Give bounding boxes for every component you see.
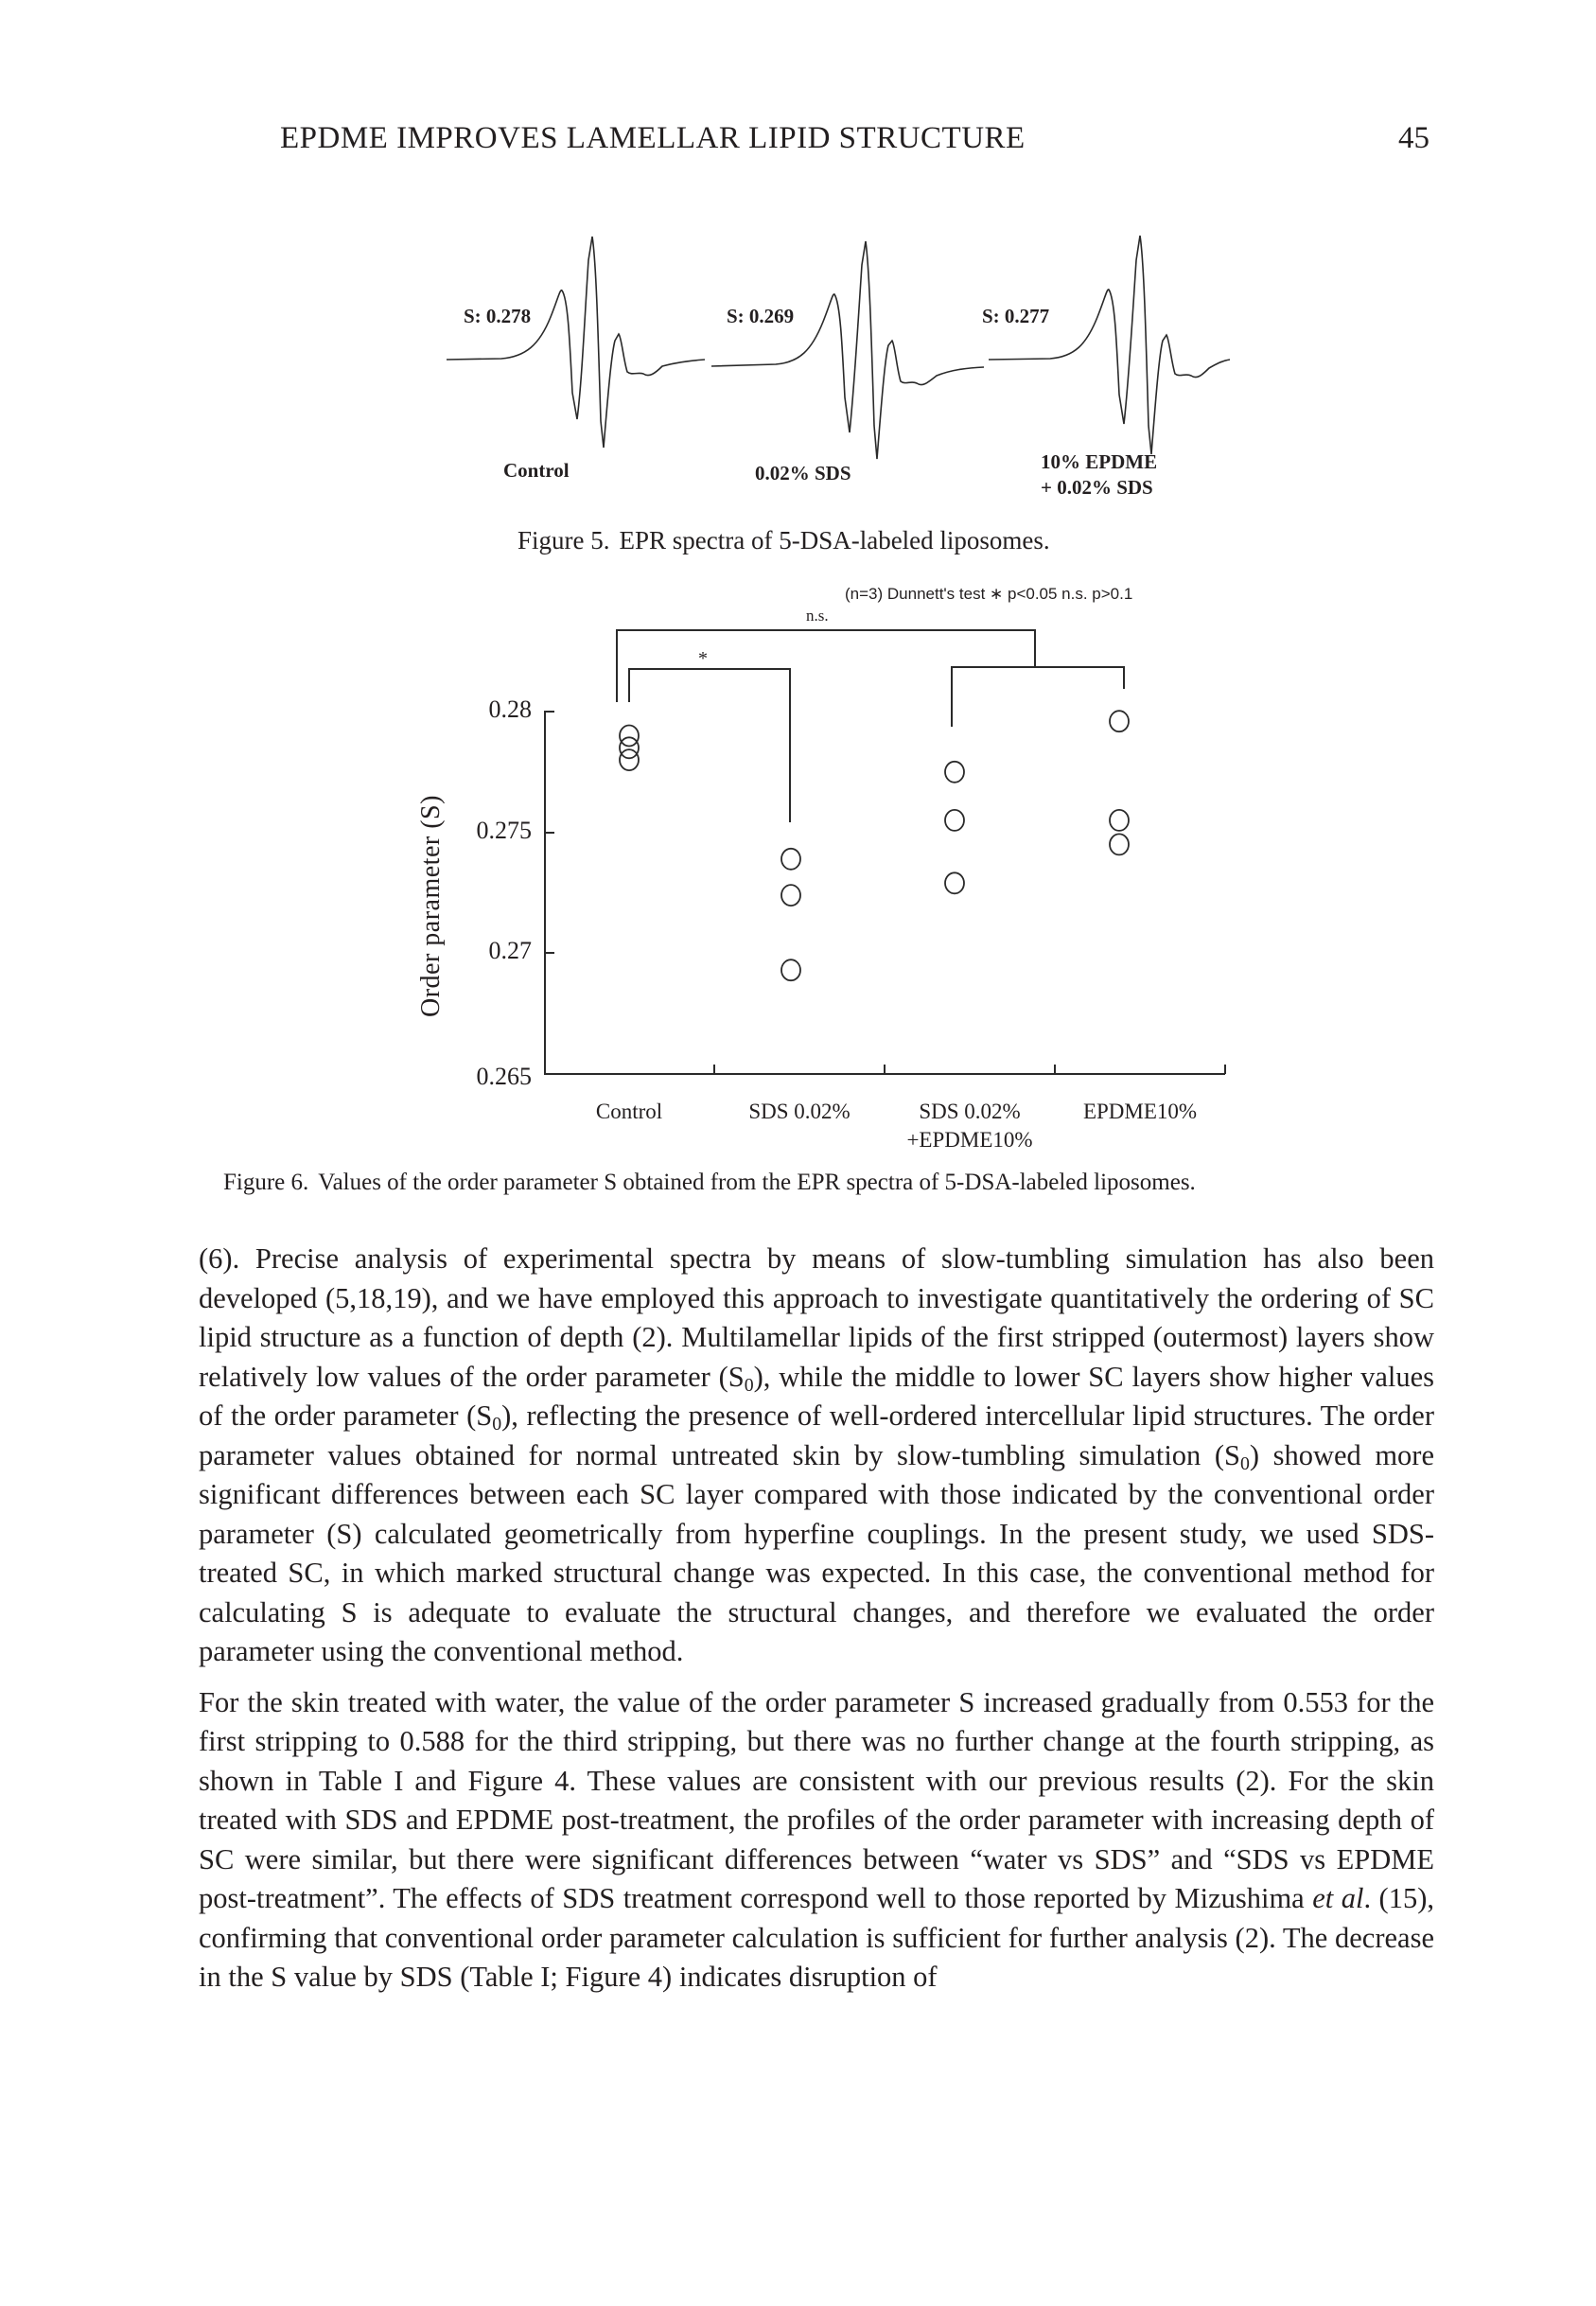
data-point-open-circle: [945, 762, 964, 783]
data-point-open-circle: [620, 737, 639, 758]
data-point-open-circle: [620, 749, 639, 770]
figure-6-legend: (n=3) Dunnett's test ∗ p<0.05 n.s. p>0.1: [845, 585, 1133, 603]
data-point-open-circle: [1110, 711, 1129, 731]
y-tick-label: 0.275: [476, 817, 532, 844]
body-paragraph: For the skin treated with water, the value of the order parameter S increased gradually from 0.553 for the first stripping to 0.588 for the third stripping, but there was no further change at the fourth stripping, as shown in Table I and Figure 4. These values are consistent with our previous results (2). For the skin treated with SDS and EPDME post-treatment, the profiles of the order parameter with increasing depth of SC were similar, but there were significant differences between “water vs SDS” and “SDS vs EPDME post-treatment”. The effects of SDS treatment correspond well to those reported by Mizushima et al. (15), confirming that conventional order parameter calculation is sufficient for further analysis (2). The decrease in the S value by SDS (Table I; Figure 4) indicates disruption of: [199, 1685, 1434, 1993]
data-point-open-circle: [945, 872, 964, 893]
data-point-open-circle: [945, 810, 964, 831]
data-point-open-circle: [1110, 834, 1129, 854]
x-category-label: EPDME10%: [1082, 1100, 1198, 1123]
x-category-label-line2: +EPDME10%: [906, 1128, 1033, 1152]
figure-6-plot: [0, 0, 1596, 1135]
spectrum-s-label: S: 0.277: [982, 305, 1050, 327]
data-point-open-circle: [781, 959, 800, 980]
figure-6-caption: [223, 1170, 1196, 1196]
page-number: 45: [1398, 121, 1429, 155]
y-axis-label: Order parameter (S): [416, 795, 446, 1017]
figure-5-caption-label: Figure 5.: [517, 526, 610, 554]
bracket-epdme-groups: [952, 667, 1124, 727]
figure-6-caption-label: Figure 6.: [223, 1170, 309, 1195]
spectrum-condition-label: Control: [503, 459, 570, 482]
running-title: EPDME IMPROVES LAMELLAR LIPID STRUCTURE: [280, 121, 1026, 155]
y-tick-label: 0.265: [476, 1063, 532, 1090]
spectrum-condition-label: 0.02% SDS: [755, 462, 851, 484]
body-paragraph: (6). Precise analysis of experimental spectra by means of slow-tumbling simulation has also been developed (5,18,19), and we have employed this approach to investigate quantitatively the ordering of SC lipid structure as a function of depth (2). Multilamellar lipids of the first stripped (outermost) layers show relatively low values of the order parameter $(S_0)$, while the middle to lower SC layers show higher values of the order parameter $(S_0)$, reflecting the presence of well-ordered intercellular lipid structures. The order parameter values obtained for normal untreated skin by slow-tumbling simulation $(S_0)$ showed more significant differences between each SC layer compared with those indicated by the conventional order parameter (S) calculated geometrically from hyperfine couplings. In the present study, we used SDS-treated SC, in which marked structural change was expected. In this case, the conventional method for calculating S is adequate to evaluate the structural changes, and therefore we evaluated the order parameter using the conventional method.: [199, 1242, 1434, 1667]
bracket-significance-label: *: [698, 648, 708, 669]
x-category-label: SDS 0.02%: [919, 1100, 1021, 1123]
figure-6-caption-text: Values of the order parameter S obtained from the EPR spectra of 5-DSA-labeled liposomes.: [318, 1170, 1196, 1195]
spectrum-s-label: S: 0.278: [464, 305, 532, 327]
figure-5-caption-text: EPR spectra of 5-DSA-labeled liposomes.: [619, 526, 1050, 554]
y-axis: [545, 712, 1225, 1074]
spectrum-condition-label-line2: + 0.02% SDS: [1041, 476, 1153, 499]
y-tick-label: 0.27: [488, 937, 532, 964]
data-point-open-circle: [620, 726, 639, 747]
x-category-label: SDS 0.02%: [748, 1100, 851, 1123]
y-tick-label: 0.28: [488, 695, 532, 723]
data-points: [620, 711, 1129, 980]
data-point-open-circle: [781, 885, 800, 906]
spectrum-condition-label: 10% EPDME: [1041, 450, 1158, 473]
data-point-open-circle: [1110, 810, 1129, 831]
data-point-open-circle: [781, 849, 800, 870]
body-text: [199, 1240, 1434, 1998]
spectrum-s-label: S: 0.269: [727, 305, 795, 327]
x-category-label: Control: [595, 1100, 663, 1123]
bracket-ns-label: n.s.: [806, 607, 829, 625]
bracket-star: [629, 669, 790, 822]
